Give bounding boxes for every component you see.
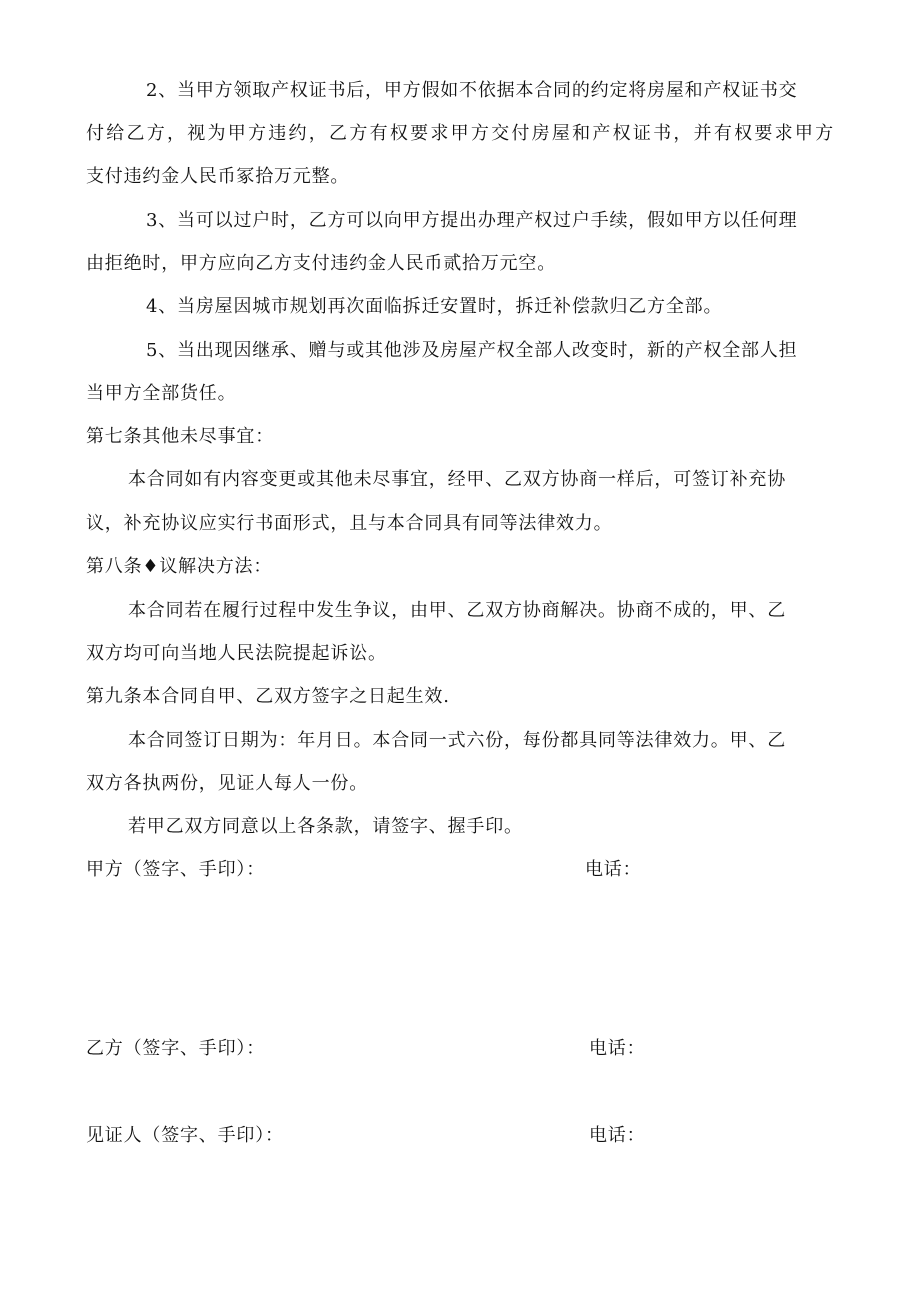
closing-statement: 若甲乙双方同意以上各条款，请签字、握手印。: [128, 816, 523, 837]
article-9-line-2: 双方各执两份，见证人每人一份。: [86, 773, 368, 794]
party-a-signature-label: 甲方（签字、手印）：: [86, 859, 265, 880]
party-a-phone-label: 电话：: [585, 859, 642, 880]
clause-3-line-2: 由拒绝时，甲方应向乙方支付违约金人民币贰拾万元空。: [86, 253, 556, 274]
clause-3-line-1: 3、当可以过户时，乙方可以向甲方提出办理产权过户手续，假如甲方以任何理: [146, 210, 798, 231]
party-b-signature-label: 乙方（签字、手印）：: [86, 1038, 265, 1059]
party-b-phone-label: 电话：: [589, 1038, 646, 1059]
clause-4-line-1: 4、当房屋因城市规划再次面临拆迁安置时，拆迁补偿款归乙方全部。: [146, 296, 723, 317]
witness-signature-label: 见证人（签字、手印）：: [86, 1125, 284, 1146]
article-9-heading: 第九条本合同自甲、乙双方签字之日起生效.: [86, 686, 450, 707]
article-7-line-2: 议，补充协议应实行书面形式，且与本合同具有同等法律效力。: [86, 513, 613, 534]
clause-5-line-1: 5、当出现因继承、赠与或其他涉及房屋产权全部人改变时，新的产权全部人担: [146, 340, 798, 361]
clause-2-line-1: 2、当甲方领取产权证书后，甲方假如不依据本合同的约定将房屋和产权证书交: [146, 80, 798, 101]
witness-phone-label: 电话：: [589, 1125, 646, 1146]
article-8-line-1: 本合同若在履行过程中发生争议，由甲、乙双方协商解决。协商不成的，甲、乙: [128, 600, 786, 621]
clause-2-line-3: 支付违约金人民币冢拾万元整。: [86, 166, 350, 187]
article-9-line-1: 本合同签订日期为：年月日。本合同一式六份，每份都具同等法律效力。甲、乙: [128, 730, 786, 751]
clause-2-line-2: 付给乙方，视为甲方违约，乙方有权要求甲方交付房屋和产权证书，并有权要求甲方: [86, 123, 834, 144]
clause-5-line-2: 当甲方全部货任。: [86, 383, 237, 404]
article-8-heading: 第八条♦议解决方法：: [86, 556, 273, 577]
article-8-line-2: 双方均可向当地人民法院提起诉讼。: [86, 643, 387, 664]
article-7-heading: 第七条其他未尽事宜：: [86, 426, 274, 447]
article-7-line-1: 本合同如有内容变更或其他未尽事宜，经甲、乙双方协商一样后，可签订补充协: [128, 469, 786, 490]
